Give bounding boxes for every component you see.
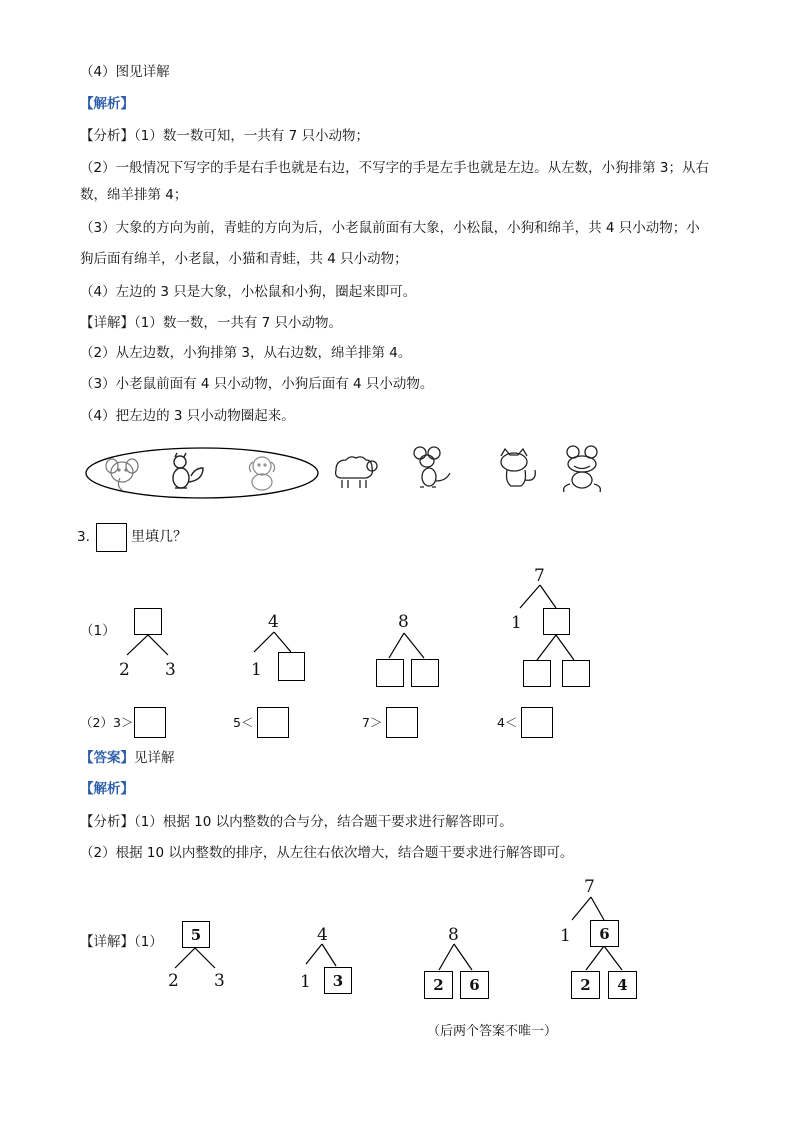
ans-tree4-br: 4 [608,971,637,999]
answer-analysis-tag: 【解析】 [80,781,134,797]
tree1-right: 3 [165,660,176,680]
line-analysis-2: （2）一般情况下写字的手是右手也就是右边，不写字的手是左手也就是左边。从左数，小狗排第 3；从右 [80,160,709,176]
tree4-right-box[interactable] [543,608,570,635]
ans-tree2-top: 4 [317,925,328,945]
tree1-left: 2 [119,660,130,680]
ans-tree4-right: 6 [590,920,619,947]
line-analysis-4: （4）左边的 3 只是大象，小松鼠和小狗，圈起来即可。 [80,284,417,300]
cmp-4-box[interactable] [521,707,553,738]
ans-tree3-left: 2 [424,971,453,999]
ans-tree3-right: 6 [460,971,489,999]
answer-note: （后两个答案不唯一） [427,1024,558,1039]
tree1-top-box[interactable] [134,608,162,635]
ans-tree4-bl: 2 [571,971,600,999]
tree2-top: 4 [268,612,279,632]
tree4-top: 7 [534,566,545,586]
cmp-2-box[interactable] [257,707,289,738]
answer-detail-tag: 【详解】 [80,934,134,950]
line-analysis-3: （3）大象的方向为前，青蛙的方向为后，小老鼠前面有大象，小松鼠，小狗和绵羊，共 4 只小动物；小 [80,220,700,236]
tree4-left: 1 [511,613,522,633]
part-2-label [80,713,133,733]
answer-fenxi-tag: 【分析】 [80,814,134,830]
tree4-bl-box[interactable] [523,660,551,687]
answer-text: 见详解 [134,750,175,766]
tree3-right-box[interactable] [411,659,439,687]
detail-tag: 【详解】 [80,315,134,331]
cmp-1-text: 3＞ [112,715,134,730]
ans-tree3-top: 8 [448,925,459,945]
question-prompt: 里填几？ [131,529,187,545]
question-number: 3. [77,529,90,545]
ans-tree2-left: 1 [300,972,311,992]
ans-tree1-left: 2 [168,971,179,991]
answer-fenxi-1 [80,812,513,832]
line-detail-3: （3）小老鼠前面有 4 只小动物，小狗后面有 4 只小动物。 [80,376,434,392]
tree4-br-box[interactable] [562,660,590,687]
part-2-prefix: （2） [80,715,113,730]
answer-tag: 【答案】 [80,750,134,766]
part-1-label: （1） [80,623,116,639]
tree2-left: 1 [251,660,262,680]
line-detail-4: （4）把左边的 3 只小动物圈起来。 [80,408,295,424]
answer-line [80,748,175,768]
tree3-left-box[interactable] [376,659,404,687]
answer-fenxi-1-text: （1）根据 10 以内整数的合与分，结合题干要求进行解答即可。 [134,814,513,830]
cmp-3-box[interactable] [386,707,418,738]
cmp-4-text: 4＜ [497,715,518,730]
answer-fenxi-2: （2）根据 10 以内整数的排序，从左往右依次增大，结合题干要求进行解答即可。 [80,845,574,861]
ans-tree1-right: 3 [214,971,225,991]
fenxi-tag: 【分析】 [80,128,134,144]
line-detail-2: （2）从左边数，小狗排第 3，从右边数，绵羊排第 4。 [80,345,412,361]
ans-tree1-top: 5 [182,921,210,948]
tree2-right-box[interactable] [278,652,305,681]
answer-detail-line [80,932,163,952]
cmp-2-text: 5＜ [233,715,254,730]
ans-tree4-top: 7 [584,877,595,897]
answer-detail-part: （1） [134,934,163,950]
fenxi-text: （1）数一数可知，一共有 7 只小动物； [134,128,370,144]
cmp-1-box[interactable] [134,707,166,738]
line-analysis-2b: 数，绵羊排第 4； [80,187,188,203]
line-analysis-3b: 狗后面有绵羊，小老鼠，小猫和青蛙，共 4 只小动物； [80,251,408,267]
detail-text: （1）数一数，一共有 7 只小动物。 [134,315,343,331]
tree3-top: 8 [398,612,409,632]
cmp-3-text: 7＞ [362,715,383,730]
analysis-tag: 【解析】 [80,96,134,112]
ans-tree4-left: 1 [560,926,571,946]
ans-tree2-right: 3 [324,967,352,994]
line-4-ref: （4）图见详解 [80,64,170,80]
